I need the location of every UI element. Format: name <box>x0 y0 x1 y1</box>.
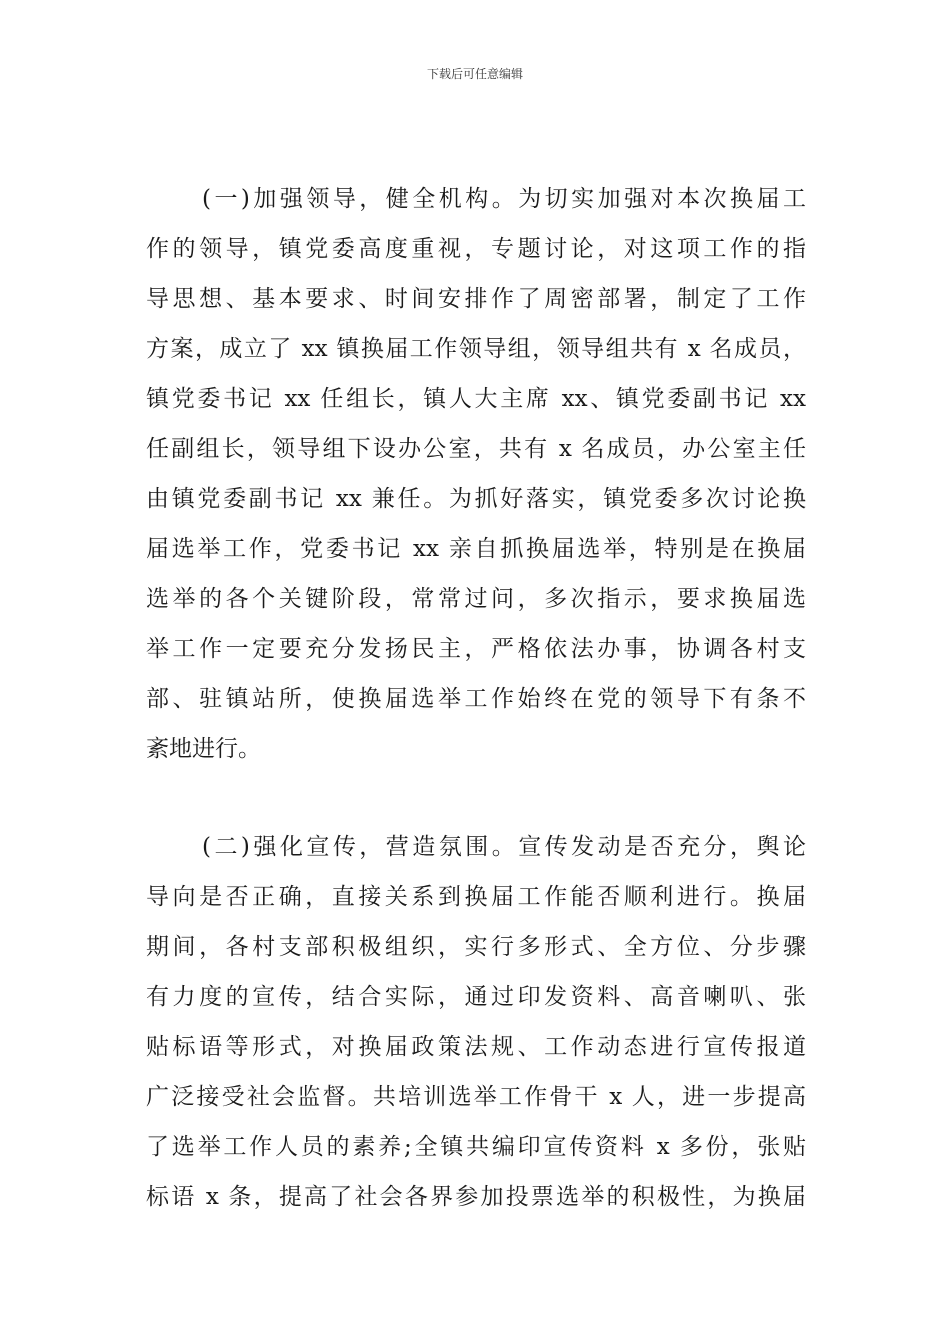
paragraph-line: 举工作一定要充分发扬民主，严格依法办事，协调各村支 <box>146 636 806 662</box>
paragraph-line: 部、驻镇站所，使换届选举工作始终在党的领导下有条不 <box>146 686 806 712</box>
paragraph-line: 镇党委书记 xx 任组长，镇人大主席 xx、镇党委副书记 xx <box>146 386 806 412</box>
paragraph-line: 方案，成立了 xx 镇换届工作领导组，领导组共有 x 名成员， <box>146 336 806 362</box>
paragraph-line: 导向是否正确，直接关系到换届工作能否顺利进行。换届 <box>146 884 806 910</box>
paragraph-line: 导思想、基本要求、时间安排作了周密部署，制定了工作 <box>146 286 806 312</box>
paragraph-line: (一)加强领导，健全机构。为切实加强对本次换届工 <box>202 186 806 212</box>
paragraph-line: 贴标语等形式，对换届政策法规、工作动态进行宣传报道 <box>146 1034 806 1060</box>
paragraph-line: 标语 x 条，提高了社会各界参加投票选举的积极性，为换届 <box>146 1184 806 1210</box>
paragraph-line: 有力度的宣传，结合实际，通过印发资料、高音喇叭、张 <box>146 984 806 1010</box>
paragraph-line: 任副组长，领导组下设办公室，共有 x 名成员，办公室主任 <box>146 436 806 462</box>
paragraph-line: (二)强化宣传，营造氛围。宣传发动是否充分，舆论 <box>202 834 806 860</box>
paragraph-line: 广泛接受社会监督。共培训选举工作骨干 x 人，进一步提高 <box>146 1084 806 1110</box>
paragraph-line: 紊地进行。 <box>146 736 261 762</box>
paragraph-line: 了选举工作人员的素养;全镇共编印宣传资料 x 多份，张贴 <box>146 1134 806 1160</box>
paragraph-line: 由镇党委副书记 xx 兼任。为抓好落实，镇党委多次讨论换 <box>146 486 806 512</box>
paragraph-line: 期间，各村支部积极组织，实行多形式、全方位、分步骤 <box>146 934 806 960</box>
paragraph-line: 届选举工作，党委书记 xx 亲自抓换届选举，特别是在换届 <box>146 536 806 562</box>
page-header: 下载后可任意编辑 <box>426 67 523 81</box>
paragraph-line: 作的领导，镇党委高度重视，专题讨论，对这项工作的指 <box>146 236 806 262</box>
paragraph-line: 选举的各个关键阶段，常常过问，多次指示，要求换届选 <box>146 586 806 612</box>
